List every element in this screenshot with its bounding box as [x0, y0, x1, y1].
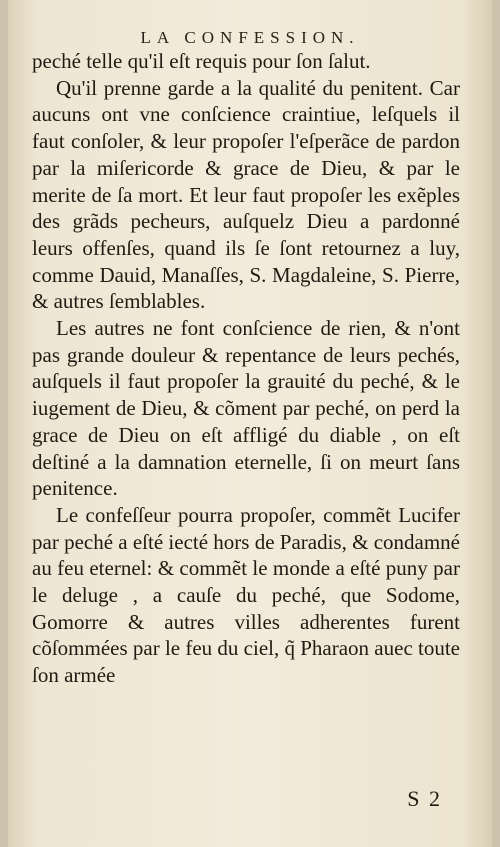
- running-head: LA CONFESSION.: [140, 28, 360, 47]
- body-text: [32, 48, 460, 689]
- book-page: [8, 0, 492, 847]
- paragraph-continuation: peché telle qu'il eſt requis pour ſon ſalut.: [32, 49, 371, 73]
- paragraph: Qu'il prenne garde a la qualité du penitent. Car aucuns ont vne conſcience craintiue, leſquels il faut conſoler, & leur propoſer l'eſperãce de pardon par la miſericorde & grace de Dieu, & par le merite de ſa mort. Et leur faut propoſer les exẽples des grãds pecheurs, auſquelz Dieu a pardonné leurs offenſes, quand ils ſe ſont retournez a luy, comme Dauid, Manaſſes, S. Magdaleine, S. Pierre, & autres ſemblables.: [32, 75, 460, 314]
- paragraph: Le confeſſeur pourra propoſer, commẽt Lucifer par peché a eſté iecté hors de Paradis, & condamné au feu eternel: & commẽt le monde a eſté puny par le deluge , a cauſe du peché, que Sodome, Gomorre & autres villes adherentes furent cõſommées par le feu du ciel, q̃ Pharaon auec toute ſon armée: [32, 502, 460, 688]
- paragraph: Les autres ne font conſcience de rien, & n'ont pas grande douleur & repentance de leurs pechés, auſquels il faut propoſer la grauité du peché, & le iugement de Dieu, & cõment par peché, on perd la grace de Dieu on eſt affligé du diable , on eſt deſtiné a la damnation eternelle, ſi on meurt ſans penitence.: [32, 316, 460, 501]
- signature-mark: S 2: [407, 786, 442, 811]
